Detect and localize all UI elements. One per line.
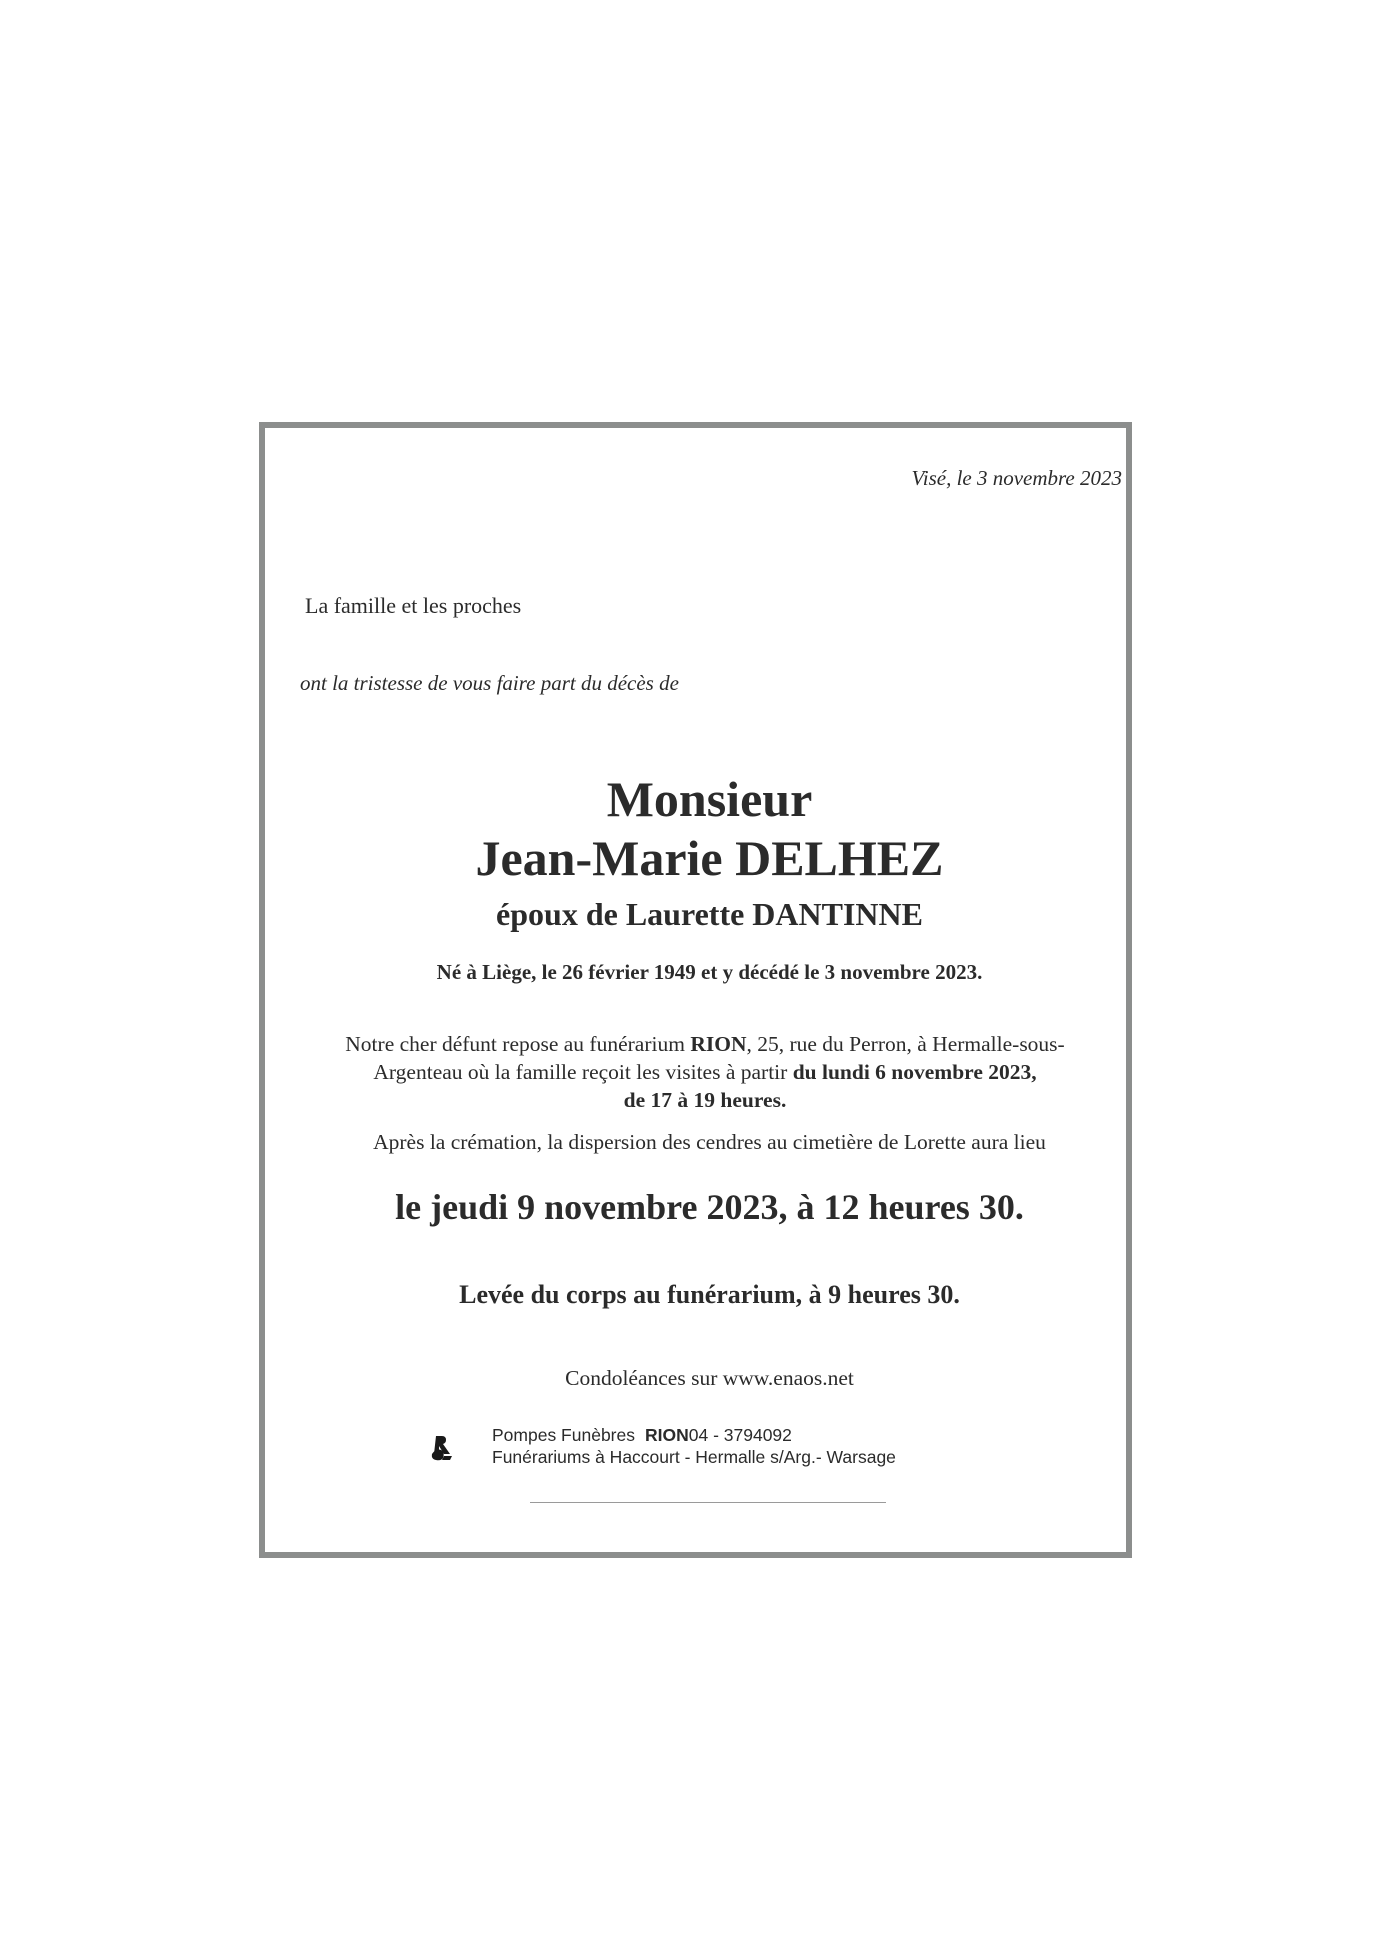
deceased-title: Monsieur xyxy=(606,771,813,827)
ceremony-date: le jeudi 9 novembre 2023, à 12 heures 30. xyxy=(395,1187,1024,1227)
footer-row-1 xyxy=(492,1425,896,1447)
footer-label: Pompes Funèbres xyxy=(492,1425,635,1445)
rion-logo-icon xyxy=(430,1434,454,1462)
visitation-text-2: , 25, rue du Perron, à Hermalle-sous-Argenteau où la famille reçoit les visites à partir xyxy=(373,1032,1065,1084)
intro-line: La famille et les proches xyxy=(305,593,522,618)
divider xyxy=(530,1502,886,1503)
visitation-text-1: Notre cher défunt repose au funérarium xyxy=(345,1032,691,1056)
visitation-paragraph xyxy=(305,1031,1105,1115)
footer-phone: 04 - 3794092 xyxy=(688,1425,792,1445)
condolences-line: Condoléances sur www.enaos.net xyxy=(565,1366,854,1390)
intro-line-2: ont la tristesse de vous faire part du décès de xyxy=(300,671,679,695)
cremation-line: Après la crémation, la dispersion des cendres au cimetière de Lorette aura lieu xyxy=(373,1130,1046,1154)
levee-line: Levée du corps au funérarium, à 9 heures 30. xyxy=(459,1280,960,1309)
visitation-start-date: du lundi 6 novembre 2023, xyxy=(792,1059,1037,1084)
spouse-line: époux de Laurette DANTINNE xyxy=(496,896,923,932)
date-line: Visé, le 3 novembre 2023 xyxy=(911,466,1122,490)
birth-death-line: Né à Liège, le 26 février 1949 et y décédé le 3 novembre 2023. xyxy=(436,960,983,984)
deceased-name: Jean-Marie DELHEZ xyxy=(475,830,944,886)
announcement-frame xyxy=(259,422,1132,1558)
footer-row-2: Funérariums à Haccourt - Hermalle s/Arg.- Warsage xyxy=(492,1446,896,1467)
funeral-services-footer xyxy=(492,1425,896,1469)
footer-brand: RION xyxy=(645,1425,689,1445)
visitation-hours: de 17 à 19 heures. xyxy=(623,1087,787,1112)
funeral-home-name: RION xyxy=(690,1032,747,1056)
